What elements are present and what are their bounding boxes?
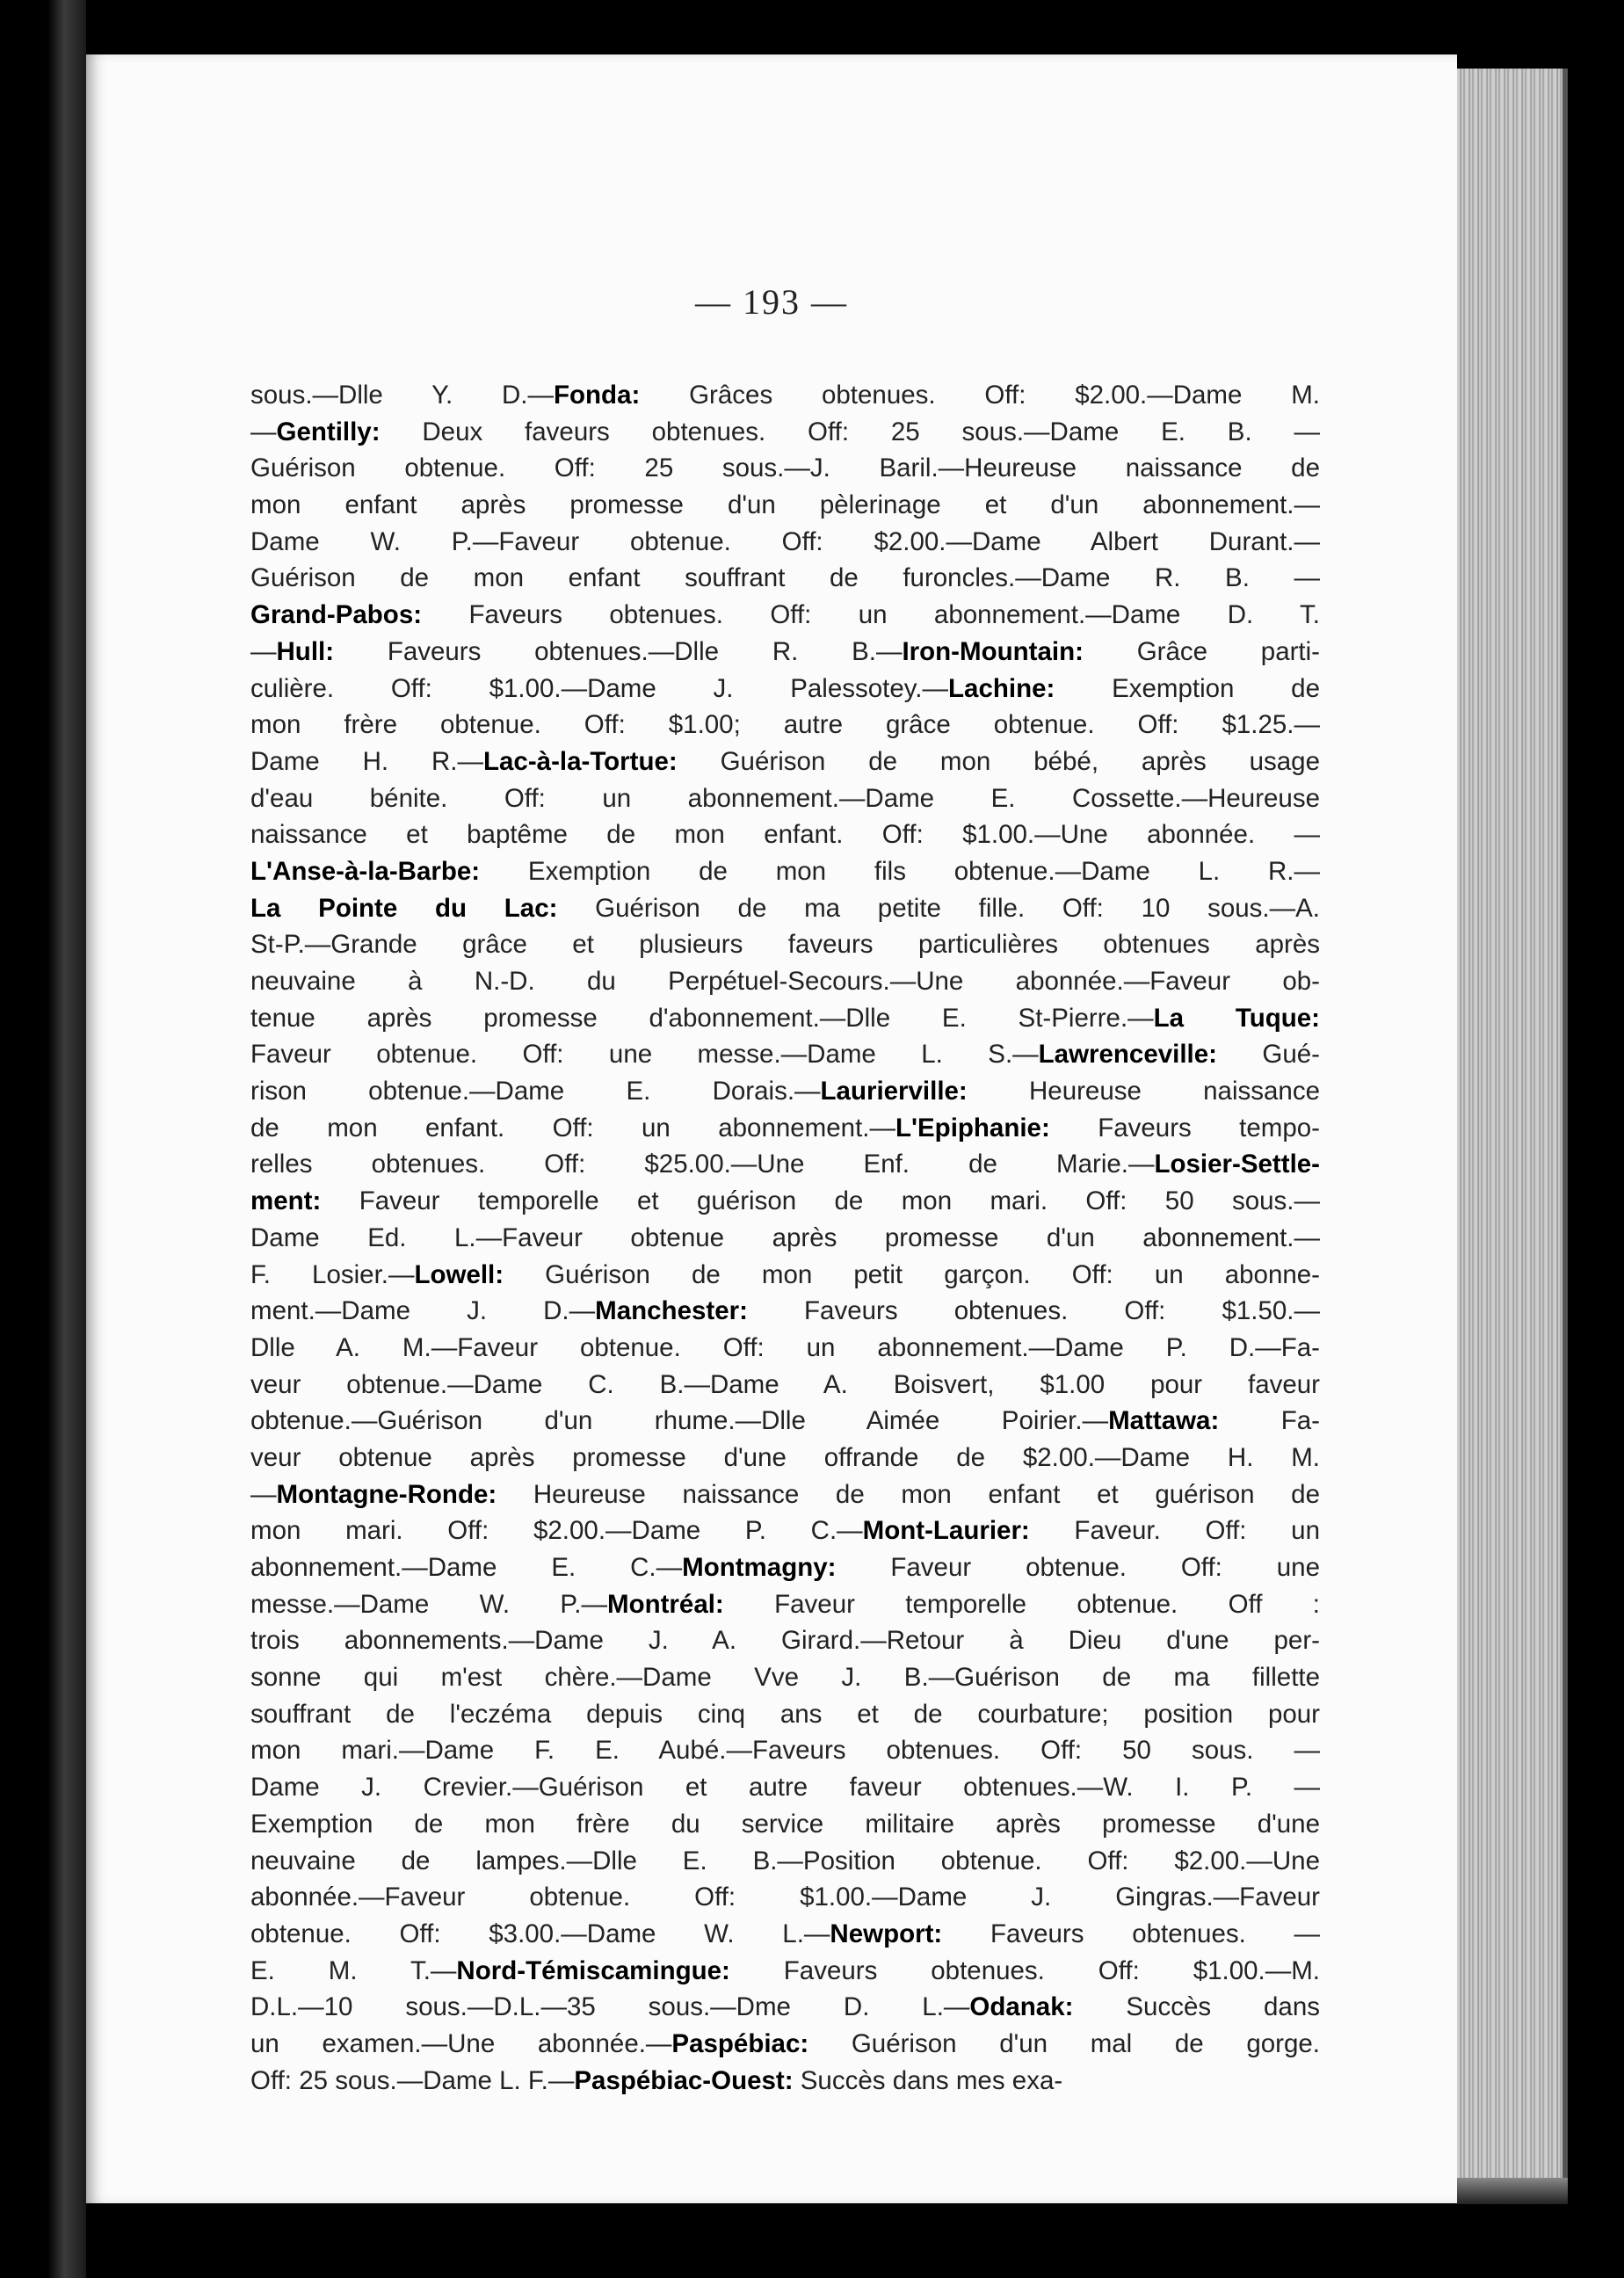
- text-run: mon frère obtenue. Off: $1.00; autre grâce obtenue. Off: $1.25.—: [250, 710, 1320, 740]
- text-line: [250, 1476, 1320, 1513]
- text-run: veur obtenue après promesse d'une offrande de $2.00.—Dame H. M.: [250, 1442, 1320, 1472]
- text-line: [250, 1916, 1320, 1953]
- text-run: rison obtenue.—Dame E. Dorais.—: [250, 1077, 821, 1106]
- book-page: [86, 54, 1457, 2203]
- text-run: Dame H. R.—: [250, 746, 483, 776]
- text-run: neuvaine à N.-D. du Perpétuel-Secours.—Une abonnée.—Faveur ob-: [250, 967, 1320, 996]
- text-line: [250, 890, 1320, 927]
- text-line: [250, 1293, 1320, 1330]
- text-run: Faveur obtenue. Off: une: [836, 1553, 1320, 1582]
- text-run: Guérison de mon bébé, après usage: [677, 746, 1320, 776]
- text-run: Faveurs obtenues.—Dlle R. B.—: [334, 636, 903, 666]
- text-line: [250, 1989, 1320, 2026]
- text-run: —: [250, 636, 277, 666]
- place-name: Paspébiac-Ouest:: [574, 2065, 794, 2095]
- text-line: [250, 1220, 1320, 1257]
- place-name: Gentilly:: [276, 417, 381, 446]
- text-line: [250, 1000, 1320, 1037]
- place-name: Mattawa:: [1108, 1406, 1220, 1436]
- place-name: Lowell:: [414, 1259, 504, 1289]
- text-run: Dame Ed. L.—Faveur obtenue après promesse d'un abonnement.—: [250, 1222, 1320, 1252]
- place-name: Odanak:: [969, 1992, 1074, 2022]
- text-run: Grâces obtenues. Off: $2.00.—Dame M.: [640, 381, 1320, 410]
- text-run: Off: 25 sous.—Dame L. F.—: [250, 2065, 575, 2095]
- text-run: Exemption de mon frère du service militaire après promesse d'une: [250, 1809, 1320, 1839]
- text-line: [250, 1110, 1320, 1147]
- text-run: mon mari. Off: $2.00.—Dame P. C.—: [250, 1516, 863, 1546]
- place-name: ment:: [250, 1186, 322, 1216]
- text-line: [250, 414, 1320, 451]
- text-line: [250, 377, 1320, 414]
- text-line: [250, 487, 1320, 524]
- text-run: tenue après promesse d'abonnement.—Dlle E. St-Pierre.—: [250, 1003, 1154, 1033]
- place-name: Manchester:: [595, 1296, 748, 1326]
- text-line: [250, 597, 1320, 634]
- text-line: [250, 1367, 1320, 1404]
- text-line: [250, 816, 1320, 853]
- text-run: D.L.—10 sous.—D.L.—35 sous.—Dme D. L.—: [250, 1992, 970, 2022]
- text-run: Faveurs obtenues. Off: $1.00.—M.: [729, 1955, 1321, 1985]
- page-edges: [1457, 69, 1568, 2178]
- text-run: St-P.—Grande grâce et plusieurs faveurs particulières obtenues après: [250, 930, 1320, 960]
- text-run: un examen.—Une abonnée.—: [250, 2028, 672, 2058]
- text-line: [250, 2063, 1320, 2100]
- text-run: obtenue. Off: $3.00.—Dame W. L.—: [250, 1919, 830, 1948]
- text-run: Faveurs obtenues. —: [942, 1919, 1321, 1948]
- place-name: Lawrenceville:: [1038, 1040, 1217, 1070]
- text-line: [250, 634, 1320, 671]
- text-line: [250, 560, 1320, 597]
- text-run: trois abonnements.—Dame J. A. Girard.—Retour à Dieu d'une per-: [250, 1626, 1320, 1656]
- text-line: [250, 1696, 1320, 1733]
- place-name: Montréal:: [607, 1589, 724, 1619]
- text-run: culière. Off: $1.00.—Dame J. Palessotey.—: [250, 673, 949, 703]
- text-run: souffrant de l'eczéma depuis cinq ans et de courbature; position pour: [250, 1699, 1320, 1729]
- text-line: [250, 2026, 1320, 2063]
- text-run: d'eau bénite. Off: un abonnement.—Dame E. Cossette.—Heureuse: [250, 783, 1320, 813]
- text-line: [250, 1622, 1320, 1659]
- text-line: [250, 1513, 1320, 1549]
- text-run: abonnée.—Faveur obtenue. Off: $1.00.—Dame J. Gingras.—Faveur: [250, 1883, 1320, 1912]
- text-run: Faveurs tempo-: [1049, 1113, 1320, 1143]
- page-number: — 193 —: [695, 282, 848, 322]
- text-run: Exemption de mon fils obtenue.—Dame L. R.—: [480, 856, 1320, 886]
- text-run: Guérison obtenue. Off: 25 sous.—J. Baril.—Heureuse naissance de: [250, 453, 1320, 483]
- place-name: Nord-Témiscamingue:: [456, 1955, 730, 1985]
- text-line: [250, 1183, 1320, 1220]
- text-line: [250, 1440, 1320, 1476]
- place-name: Losier-Settle-: [1154, 1150, 1320, 1179]
- page-edges-bottom: [1457, 2178, 1568, 2204]
- text-line: [250, 1330, 1320, 1367]
- text-line: [250, 853, 1320, 890]
- text-run: —: [250, 1479, 277, 1509]
- text-run: veur obtenue.—Dame C. B.—Dame A. Boisvert, $1.00 pour faveur: [250, 1369, 1320, 1399]
- text-run: F. Losier.—: [250, 1259, 415, 1289]
- place-name: Grand-Pabos:: [250, 600, 423, 630]
- text-run: Guérison de mon petit garçon. Off: un abonne-: [504, 1259, 1320, 1289]
- text-run: Faveurs obtenues. Off: un abonnement.—Dame D. T.: [422, 600, 1320, 630]
- place-name: Lac-à-la-Tortue:: [483, 746, 678, 776]
- text-run: sonne qui m'est chère.—Dame Vve J. B.—Guérison de ma fillette: [250, 1663, 1320, 1693]
- text-line: [250, 1879, 1320, 1916]
- text-run: Fa-: [1219, 1406, 1320, 1436]
- text-line: [250, 1732, 1320, 1769]
- text-line: [250, 1036, 1320, 1073]
- text-run: Faveur obtenue. Off: une messe.—Dame L. S.—: [250, 1040, 1039, 1070]
- text-run: naissance et baptême de mon enfant. Off: $1.00.—Une abonnée. —: [250, 820, 1320, 850]
- text-run: obtenue.—Guérison d'un rhume.—Dlle Aimée Poirier.—: [250, 1406, 1109, 1436]
- place-name: L'Epiphanie:: [895, 1113, 1050, 1143]
- place-name: L'Anse-à-la-Barbe:: [250, 856, 481, 886]
- text-line: [250, 1806, 1320, 1843]
- text-run: Heureuse naissance: [967, 1077, 1320, 1106]
- text-run: Dame J. Crevier.—Guérison et autre faveur obtenues.—W. I. P. —: [250, 1773, 1320, 1803]
- text-run: Exemption de: [1055, 673, 1320, 703]
- text-run: mon mari.—Dame F. E. Aubé.—Faveurs obtenues. Off: 50 sous. —: [250, 1736, 1320, 1766]
- place-name: Paspébiac:: [671, 2028, 809, 2058]
- book-spine-shadow: [0, 0, 86, 2278]
- text-line: [250, 450, 1320, 487]
- place-name: Laurierville:: [820, 1077, 968, 1106]
- text-run: Succès dans: [1073, 1992, 1320, 2022]
- place-name: Montagne-Ronde:: [276, 1479, 497, 1509]
- text-line: [250, 671, 1320, 707]
- text-run: Faveur temporelle obtenue. Off :: [723, 1589, 1320, 1619]
- text-line: [250, 926, 1320, 963]
- text-run: Gué-: [1216, 1040, 1320, 1070]
- text-line: [250, 1586, 1320, 1623]
- text-run: Succès dans mes exa-: [793, 2065, 1063, 2095]
- place-name: La Pointe du Lac:: [250, 893, 558, 923]
- text-run: Guérison d'un mal de gorge.: [808, 2028, 1320, 2058]
- text-run: relles obtenues. Off: $25.00.—Une Enf. de Marie.—: [250, 1150, 1155, 1179]
- place-name: Mont-Laurier:: [862, 1516, 1030, 1546]
- text-run: Guérison de ma petite fille. Off: 10 sous.—A.: [557, 893, 1320, 923]
- text-run: Dame W. P.—Faveur obtenue. Off: $2.00.—Dame Albert Durant.—: [250, 526, 1320, 556]
- text-run: de mon enfant. Off: un abonnement.—: [250, 1113, 895, 1143]
- text-line: [250, 1843, 1320, 1880]
- text-run: ment.—Dame J. D.—: [250, 1296, 596, 1326]
- text-run: Guérison de mon enfant souffrant de furoncles.—Dame R. B. —: [250, 563, 1320, 593]
- text-line: [250, 744, 1320, 780]
- place-name: Iron-Mountain:: [902, 636, 1084, 666]
- text-line: [250, 1769, 1320, 1806]
- text-run: abonnement.—Dame E. C.—: [250, 1553, 683, 1582]
- text-line: [250, 524, 1320, 561]
- text-run: Grâce parti-: [1083, 636, 1321, 666]
- text-run: Faveurs obtenues. Off: $1.50.—: [747, 1296, 1321, 1326]
- text-line: [250, 707, 1320, 744]
- text-run: Deux faveurs obtenues. Off: 25 sous.—Dame E. B. —: [380, 417, 1320, 446]
- body-text: [250, 377, 1320, 2099]
- place-name: Fonda:: [553, 381, 641, 410]
- text-line: [250, 963, 1320, 1000]
- text-line: [250, 1659, 1320, 1696]
- place-name: Hull:: [276, 636, 335, 666]
- place-name: Lachine:: [948, 673, 1055, 703]
- text-run: E. M. T.—: [250, 1955, 457, 1985]
- text-run: Dlle A. M.—Faveur obtenue. Off: un abonnement.—Dame P. D.—Fa-: [250, 1332, 1320, 1362]
- text-line: [250, 1073, 1320, 1110]
- text-line: [250, 1953, 1320, 1990]
- place-name: Montmagny:: [682, 1553, 837, 1582]
- text-run: Heureuse naissance de mon enfant et guérison de: [497, 1479, 1320, 1509]
- place-name: Newport:: [830, 1919, 943, 1948]
- text-line: [250, 1146, 1320, 1183]
- place-name: La Tuque:: [1153, 1003, 1320, 1033]
- text-run: sous.—Dlle Y. D.—: [250, 381, 554, 410]
- text-line: [250, 1403, 1320, 1440]
- text-run: messe.—Dame W. P.—: [250, 1589, 607, 1619]
- text-run: —: [250, 417, 277, 446]
- text-run: Faveur. Off: un: [1029, 1516, 1320, 1546]
- text-line: [250, 1257, 1320, 1294]
- text-line: [250, 780, 1320, 817]
- text-run: mon enfant après promesse d'un pèlerinage et d'un abonnement.—: [250, 490, 1320, 520]
- text-line: [250, 1549, 1320, 1586]
- text-run: neuvaine de lampes.—Dlle E. B.—Position obtenue. Off: $2.00.—Une: [250, 1846, 1320, 1875]
- text-run: Faveur temporelle et guérison de mon mari. Off: 50 sous.—: [321, 1186, 1320, 1216]
